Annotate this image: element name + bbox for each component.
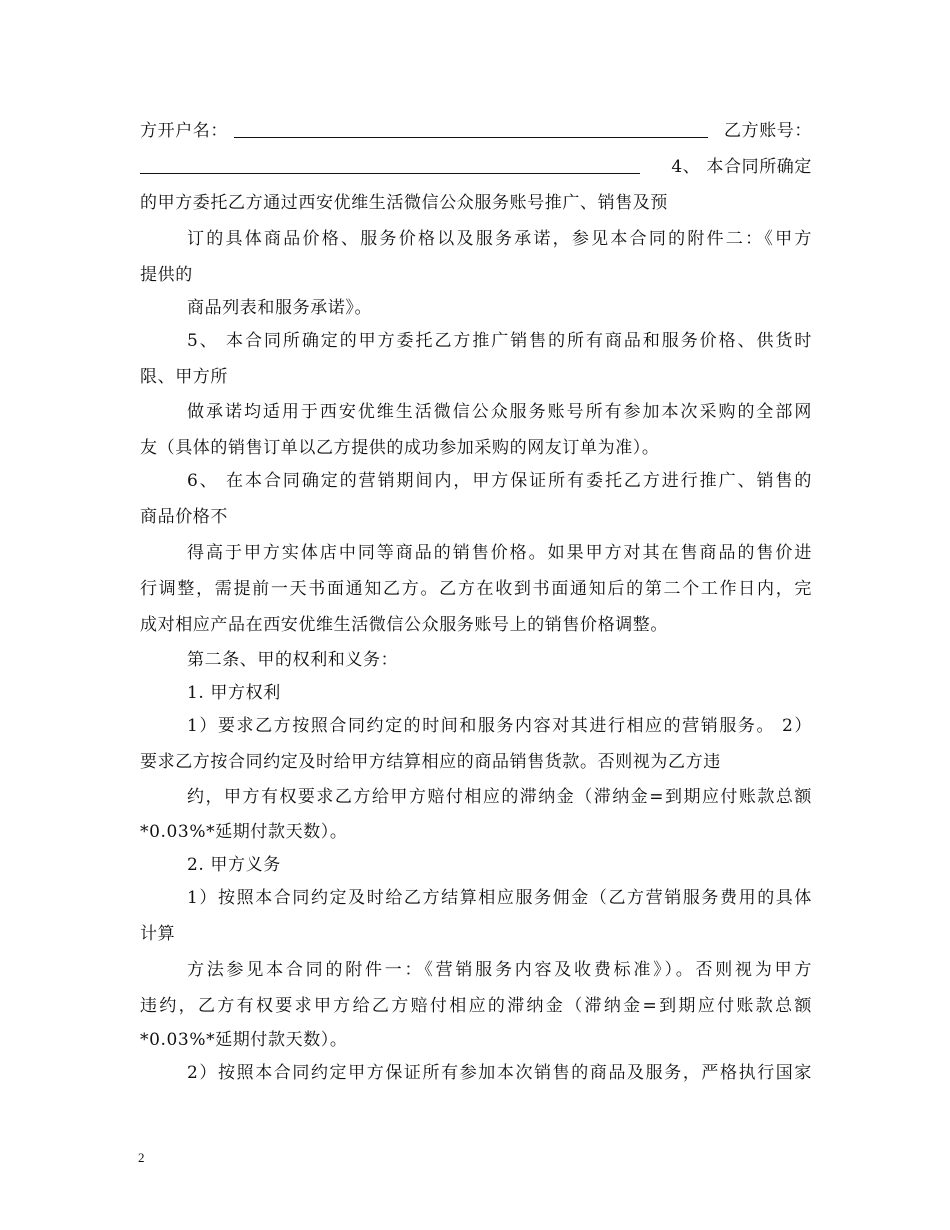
page-number: 2 [138,1150,145,1165]
paragraph-line: 违约，乙方有权要求甲方给乙方赔付相应的滞纳金（滞纳金=到期应付账款总额 [140,996,812,1016]
account-name-row [140,120,812,142]
paragraph-line: 做承诺均适用于西安优维生活微信公众服务账号所有参加本次采购的全部网 [187,402,812,422]
paragraph-line: 要求乙方按合同约定及时给甲方结算相应的商品销售货款。否则视为乙方违 [140,752,721,772]
subsection-heading: 2. 甲方义务 [187,855,281,875]
section-heading: 第二条、甲的权利和义务： [187,650,399,670]
paragraph-line: 约，甲方有权要求乙方给甲方赔付相应的滞纳金（滞纳金=到期应付账款总额 [187,787,812,807]
paragraph-line: 2）按照本合同约定甲方保证所有参加本次销售的商品及服务，严格执行国家 [187,1063,812,1083]
paragraph-line: *0.03%*延期付款天数）。 [140,1030,348,1050]
paragraph-line: 1）按照本合同约定及时给乙方结算相应服务佣金（乙方营销服务费用的具体 [187,888,812,908]
clause-6: 6、 在本合同确定的营销期间内，甲方保证所有委托乙方进行推广、销售的 [187,471,812,491]
paragraph-line: 计算 [140,924,176,944]
paragraph-line: 的甲方委托乙方通过西安优维生活微信公众服务账号推广、销售及预 [140,193,668,213]
account-number-label: 乙方账号： [724,121,812,141]
paragraph-line: 得高于甲方实体店中同等商品的销售价格。如果甲方对其在售商品的售价进 [187,543,812,563]
account-name-label: 方开户名： [140,121,228,141]
account-number-blank [140,157,640,174]
paragraph-line: 限、甲方所 [140,367,228,387]
paragraph-line: 商品价格不 [140,507,228,527]
paragraph-line: 1）要求乙方按照合同约定的时间和服务内容对其进行相应的营销服务。 2） [187,716,812,736]
account-name-blank [234,121,708,138]
paragraph-line: 友（具体的销售订单以乙方提供的成功参加采购的网友订单为准）。 [140,438,660,458]
paragraph-line: 行调整，需提前一天书面通知乙方。乙方在收到书面通知后的第二个工作日内，完 [140,579,812,599]
paragraph-line: 商品列表和服务承诺》。 [187,298,373,318]
clause-4-start: 4、 本合同所确定 [671,157,812,177]
paragraph-line: 成对相应产品在西安优维生活微信公众服务账号上的销售价格调整。 [140,615,668,635]
clause-5: 5、 本合同所确定的甲方委托乙方推广销售的所有商品和服务价格、供货时 [187,331,812,351]
paragraph-line: 提供的 [140,265,193,285]
account-number-row [140,156,812,178]
paragraph-line: 方法参见本合同的附件一：《营销服务内容及收费标准》）。否则视为甲方 [187,960,812,980]
subsection-heading: 1. 甲方权利 [187,683,281,703]
paragraph-line: *0.03%*延期付款天数）。 [140,822,348,842]
paragraph-line: 订的具体商品价格、服务价格以及服务承诺，参见本合同的附件二：《甲方 [187,229,812,249]
